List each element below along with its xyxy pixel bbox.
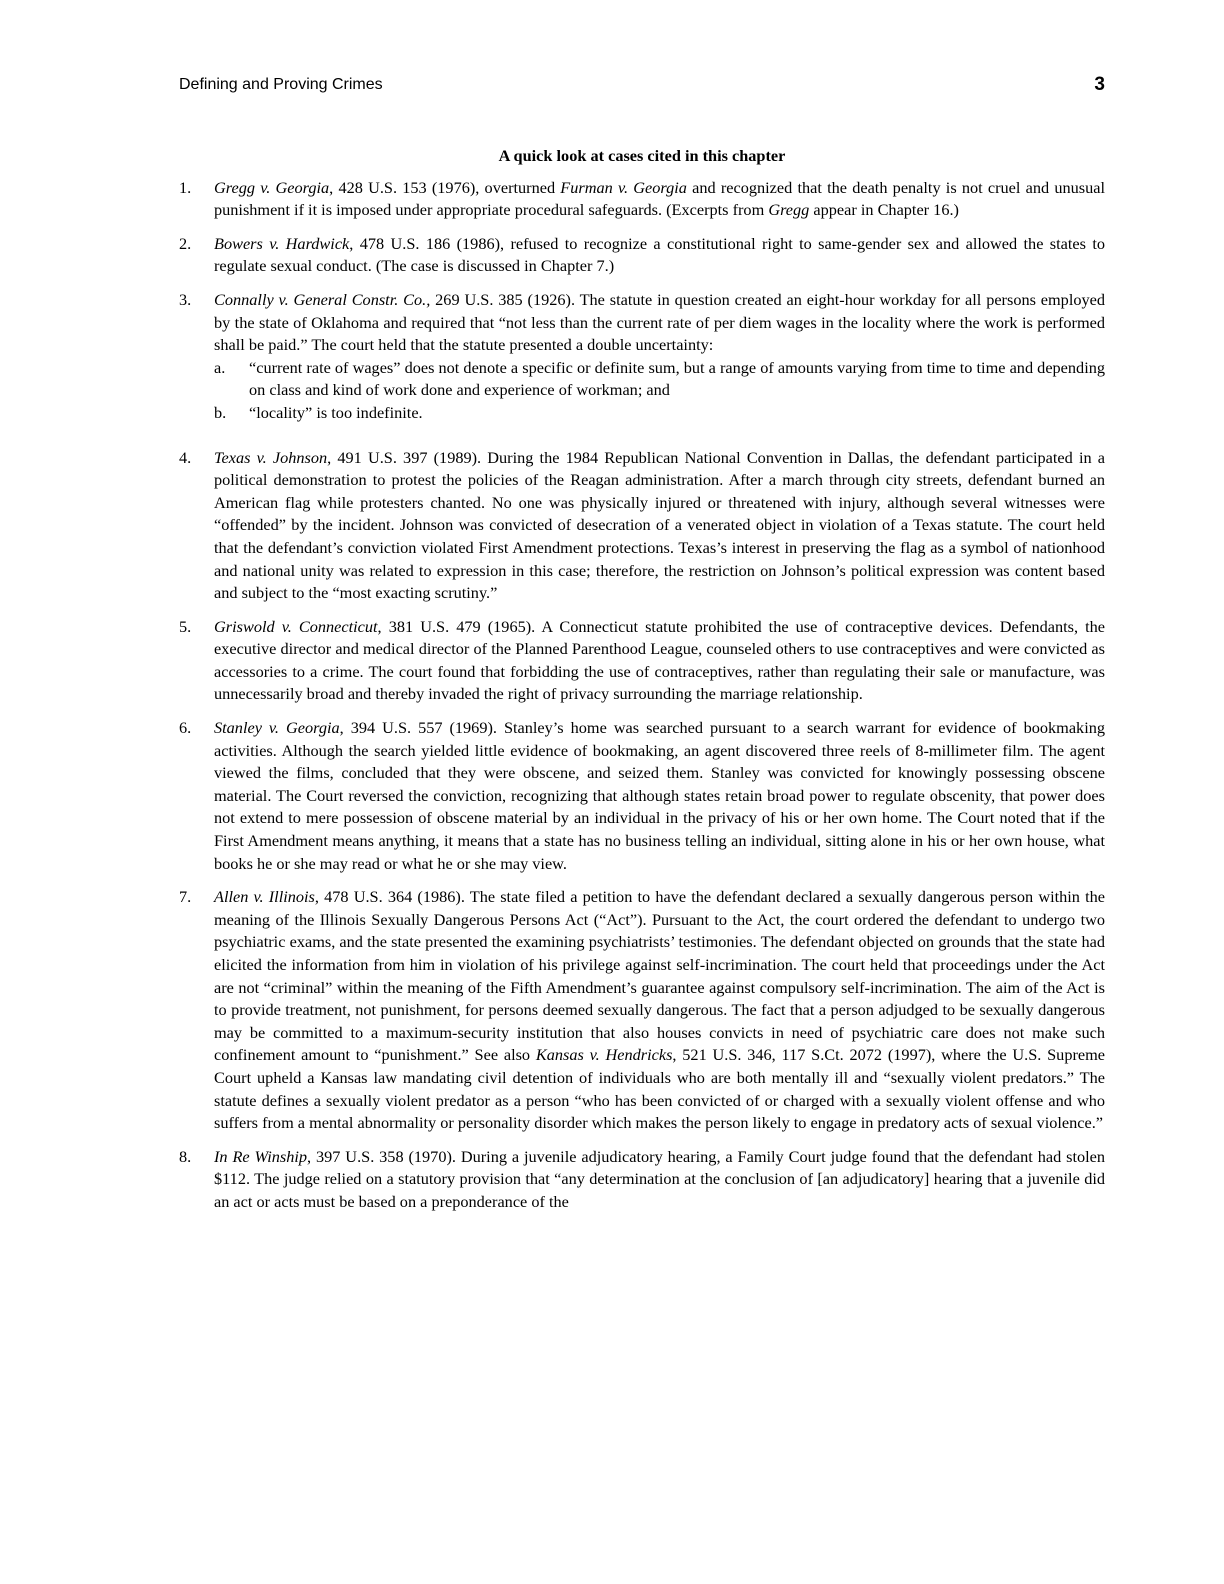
case-name: Allen v. Illinois	[214, 887, 315, 907]
case-name: In Re Winship	[214, 1146, 308, 1166]
case-item-7	[179, 886, 1105, 1135]
sub-item-b	[214, 402, 1105, 425]
case-number: 5.	[179, 616, 192, 636]
case-name: Gregg v. Georgia	[214, 177, 330, 197]
sub-text: “current rate of wages” does not denote a specific or definite sum, but a range of amounts varying from time to time and depending on class and kind of work done and experience of workman; and	[249, 357, 1105, 400]
case-text: , 478 U.S. 364 (1986). The state filed a petition to have the defendant declared a sexually dangerous person within the meaning of the Illinois Sexually Dangerous Persons Act (“Act”). Pursuant to the Act, the court ordered the defendant to undergo two psychiatric exams, and the state presented the examining psychiatrists’ testimonies. The defendant objected on grounds that the state had elicited the information from him in violation of his privilege against self-incrimination. The court held that proceedings under the Act are not “criminal” within the meaning of the Fifth Amendment’s guarantee against compulsory self-incrimination. The aim of the Act is to provide treatment, not punishment, for persons deemed sexually dangerous. The fact that a person adjudged to be sexually dangerous may be committed to a maximum-security institution that also houses convicts in need of psychiatric care does not make such confinement amount to “punishment.” See also	[214, 887, 1105, 1065]
page-number: 3	[1094, 74, 1105, 95]
sub-number: a.	[214, 357, 226, 377]
case-item-3	[179, 289, 1105, 425]
case-list	[179, 177, 1105, 1214]
case-name: Connally v. General Constr. Co.,	[214, 289, 431, 309]
case-text: , 397 U.S. 358 (1970). During a juvenile adjudicatory hearing, a Family Court judge found that the defendant had stolen $112. The judge relied on a statutory provision that “any determination at the conclusion of [an adjudicatory] hearing that a juvenile did an act or acts must be based on a preponderance of the	[214, 1146, 1106, 1211]
case-text: appear in Chapter 16.)	[809, 200, 959, 220]
running-head: Defining and Proving Crimes	[179, 76, 383, 93]
section-title: A quick look at cases cited in this chapter	[498, 146, 786, 165]
sub-list	[214, 357, 1105, 425]
case-number: 6.	[179, 718, 192, 738]
case-text: , 521 U.S. 346, 117 S.Ct. 2072 (1997), where the U.S. Supreme Court upheld a Kansas law mandating civil detention of individuals who are both mentally ill and “sexually violent predators.” The statute defines a sexually violent predator as a person “who has been convicted of or charged with a sexually violent offense and who suffers from a mental abnormality or personality disorder which makes the person likely to engage in predatory acts of sexual violence.”	[214, 1045, 1106, 1133]
case-name: Bowers v. Hardwick	[214, 233, 350, 253]
case-item-8	[179, 1146, 1105, 1214]
case-name: Kansas v. Hendricks	[535, 1045, 673, 1065]
case-name: Stanley v. Georgia	[214, 718, 340, 738]
case-text: , 491 U.S. 397 (1989). During the 1984 Republican National Convention in Dallas, the defendant participated in a political demonstration to protest the policies of the Reagan administration. After a march through city streets, defendant burned an American flag while protesters chanted. No one was physically injured or threatened with injury, although several witnesses were “offended” by the incident. Johnson was convicted of desecration of a venerated object in violation of a Texas statute. The court held that the defendant’s conviction violated First Amendment protections. Texas’s interest in preserving the flag as a symbol of nationhood and national unity was related to expression in this case; therefore, the restriction on Johnson’s political expression was content based and subject to the “most exacting scrutiny.”	[214, 447, 1105, 603]
case-text: , 381 U.S. 479 (1965). A Connecticut statute prohibited the use of contraceptive devices. Defendants, the executive director and medical director of the Planned Parenthood League, counseled others to use contraceptives and were convicted as accessories to a crime. The court found that forbidding the use of contraceptives, rather than regulating their sale or manufacture, was unnecessarily broad and thereby invaded the right of privacy surrounding the marriage relationship.	[214, 616, 1105, 704]
case-text: 269 U.S. 385 (1926). The statute in question created an eight-hour workday for all persons employed by the state of Oklahoma and required that “not less than the current rate of per diem wages in the locality where the work is performed shall be paid.” The court held that the statute presented a double uncertainty:	[214, 289, 1105, 355]
case-item-6	[179, 717, 1105, 875]
sub-text: “locality” is too indefinite.	[249, 402, 423, 422]
page-content	[179, 145, 1105, 1225]
sub-item-a	[214, 357, 1105, 402]
case-text: and recognized that the death penalty is not cruel and unusual punishment if it is imposed under appropriate procedural safeguards. (Excerpts from	[214, 177, 1105, 220]
case-text: , 394 U.S. 557 (1969). Stanley’s home was searched pursuant to a search warrant for evidence of bookmaking activities. Although the search yielded little evidence of bookmaking, an agent discovered three reels of 8-millimeter film. The agent viewed the films, concluded that they were obscene, and seized them. Stanley was convicted for knowingly possessing obscene material. The Court reversed the conviction, recognizing that although states retain broad power to regulate obscenity, that power does not extend to mere possession of obscene material by an individual in the privacy of his or her own home. The Court noted that if the First Amendment means anything, it means that a state has no business telling an individual, sitting alone in his or her own house, what books he or she may read or what he or she may view.	[214, 718, 1105, 873]
sub-number: b.	[214, 402, 227, 422]
case-name: Furman v. Georgia	[560, 177, 687, 197]
case-item-5	[179, 616, 1105, 706]
case-name: Texas v. Johnson	[214, 447, 328, 467]
case-number: 3.	[179, 289, 192, 309]
case-number: 1.	[179, 177, 192, 197]
case-name: Gregg	[768, 200, 810, 220]
case-number: 2.	[179, 233, 192, 253]
case-number: 7.	[179, 887, 192, 907]
case-item-2	[179, 233, 1105, 278]
case-item-4	[179, 447, 1105, 605]
case-text: , 428 U.S. 153 (1976), overturned	[329, 177, 561, 197]
case-text: , 478 U.S. 186 (1986), refused to recognize a constitutional right to same-gender sex and allowed the states to regulate sexual conduct. (The case is discussed in Chapter 7.)	[214, 233, 1105, 276]
case-number: 4.	[179, 447, 192, 467]
case-item-1	[179, 177, 1105, 222]
case-name: Griswold v. Connecticut	[214, 616, 378, 636]
case-number: 8.	[179, 1146, 192, 1166]
